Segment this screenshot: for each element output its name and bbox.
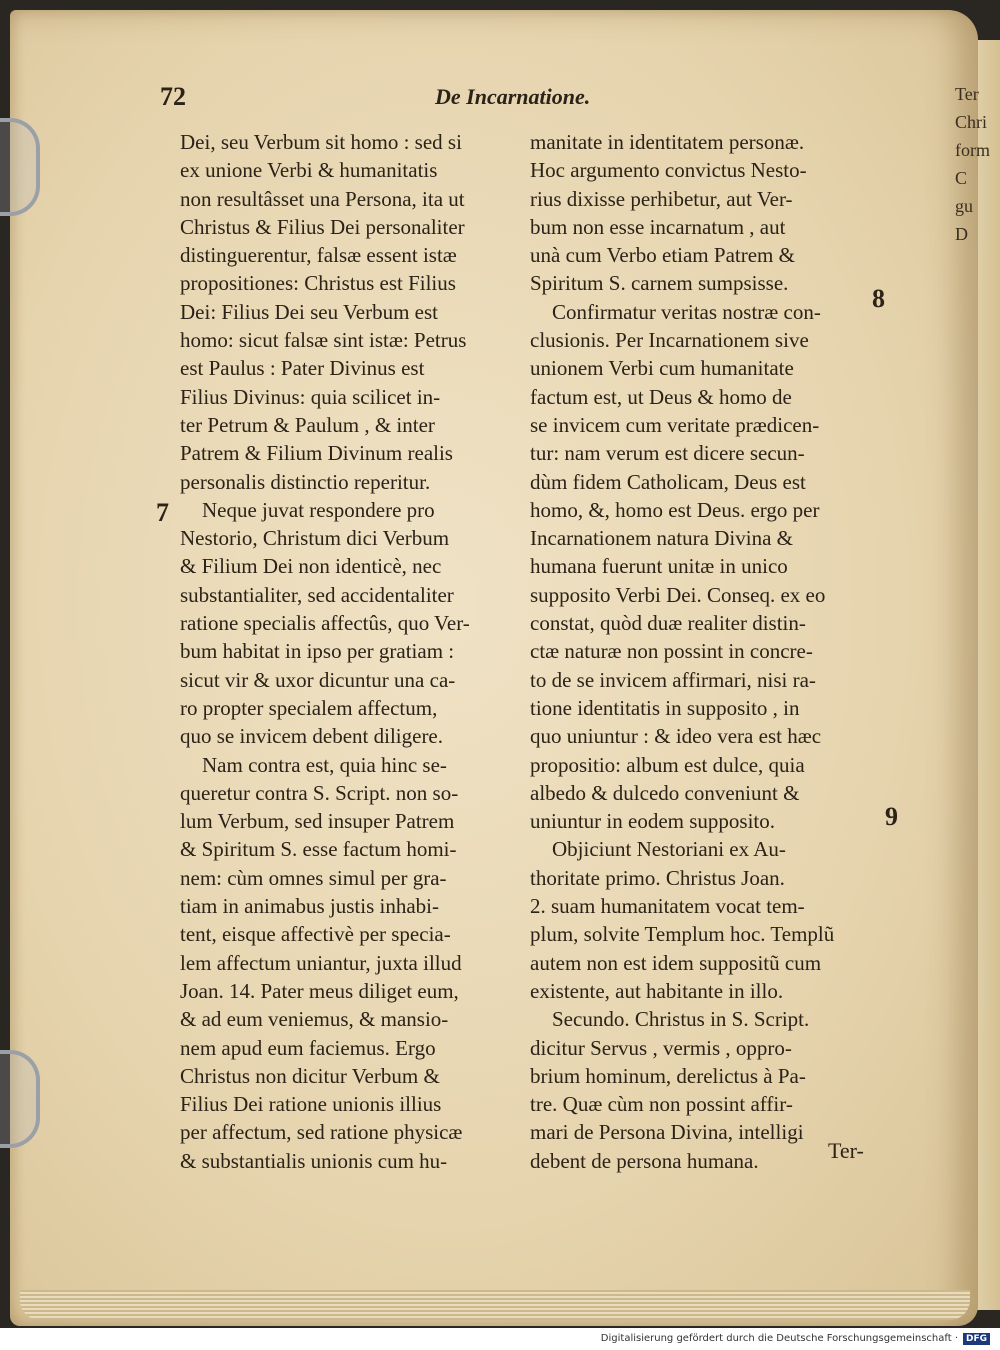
next-page-line: Chri — [955, 112, 988, 132]
text-line: albedo & dulcedo conveniunt & — [530, 780, 800, 805]
text-line: & Spiritum S. esse factum homi- — [180, 837, 457, 862]
text-line: tre. Quæ cùm non possint affir- — [530, 1092, 793, 1117]
text-line: Filius Dei ratione unionis illius — [180, 1092, 442, 1117]
page-block-edge — [20, 1290, 970, 1320]
text-line: dùm fidem Catholicam, Deus est — [530, 469, 806, 494]
left-text-column — [180, 128, 520, 1175]
text-line: unionem Verbi cum humanitate — [530, 356, 794, 381]
text-line: Nestorio, Christum dici Verbum — [180, 526, 450, 551]
text-line: Filius Divinus: quia scilicet in- — [180, 384, 441, 409]
footer-credit: Digitalisierung gefördert durch die Deutsche Forschungsgemeinschaft · — [600, 1333, 958, 1344]
text-line: est Paulus : Pater Divinus est — [180, 356, 425, 381]
text-line: Confirmatur veritas nostræ con- — [552, 299, 821, 324]
right-text-column — [530, 128, 875, 1175]
text-line: lum Verbum, sed insuper Patrem — [180, 809, 455, 834]
next-page-line: C — [955, 168, 968, 188]
text-line: humana fuerunt unitæ in unico — [530, 554, 788, 579]
text-line: tiam in animabus justis inhabi- — [180, 894, 439, 919]
text-line: propositio: album est dulce, quia — [530, 752, 805, 777]
text-line: uniuntur in eodem supposito. — [530, 809, 775, 834]
text-line: Hoc argumento convictus Nesto- — [530, 158, 807, 183]
text-line: Christus non dicitur Verbum & — [180, 1063, 440, 1088]
text-line: dicitur Servus , vermis , oppro- — [530, 1035, 792, 1060]
text-line: brium hominum, derelictus à Pa- — [530, 1063, 806, 1088]
margin-number-9: 9 — [885, 802, 898, 831]
margin-number-7: 7 — [156, 498, 169, 527]
text-line: clusionis. Per Incarnationem sive — [530, 328, 809, 353]
text-line: constat, quòd duæ realiter distin- — [530, 611, 806, 636]
text-line: ex unione Verbi & humanitatis — [180, 158, 438, 183]
text-line: Secundo. Christus in S. Script. — [552, 1007, 810, 1032]
text-line: bum habitat in ipso per gratiam : — [180, 639, 455, 664]
binder-clip-top — [0, 118, 40, 216]
margin-number-8: 8 — [872, 284, 885, 313]
next-page-line: gu — [955, 196, 973, 216]
text-line: se invicem cum veritate prædicen- — [530, 412, 820, 437]
catchword: Ter- — [828, 1138, 864, 1163]
text-line: bum non esse incarnatum , aut — [530, 214, 786, 239]
footer-bar — [0, 1328, 1000, 1350]
next-page-line: form — [955, 140, 990, 160]
text-line: quo uniuntur : & ideo vera est hæc — [530, 724, 822, 749]
dfg-logo: DFG — [963, 1333, 990, 1345]
text-line: homo: sicut falsæ sint istæ: Petrus — [180, 328, 467, 353]
text-line: propositiones: Christus est Filius — [180, 271, 456, 296]
text-line: queretur contra S. Script. non so- — [180, 780, 459, 805]
text-line: sicut vir & uxor dicuntur una ca- — [180, 667, 456, 692]
text-line: Dei: Filius Dei seu Verbum est — [180, 299, 439, 324]
text-line: Objiciunt Nestoriani ex Au- — [552, 837, 786, 862]
text-line: Incarnationem natura Divina & — [530, 526, 793, 551]
text-line: tione identitatis in supposito , in — [530, 695, 800, 720]
text-line: nem: cùm omnes simul per gra- — [180, 865, 447, 890]
text-line: 2. suam humanitatem vocat tem- — [530, 894, 805, 919]
text-line: Spiritum S. carnem sumpsisse. — [530, 271, 789, 296]
text-line: personalis distinctio reperitur. — [180, 469, 431, 494]
text-line: rius dixisse perhibetur, aut Ver- — [530, 186, 793, 211]
text-line: distinguerentur, falsæ essent istæ — [180, 243, 457, 268]
next-page-line: Ter — [955, 84, 979, 104]
text-line: tur: nam verum est dicere secun- — [530, 441, 805, 466]
text-line: substantialiter, sed accidentaliter — [180, 582, 454, 607]
text-line: Nam contra est, quia hinc se- — [202, 752, 447, 777]
text-line: & ad eum veniemus, & mansio- — [180, 1007, 449, 1032]
text-line: ter Petrum & Paulum , & inter — [180, 412, 435, 437]
text-line: homo, &, homo est Deus. ergo per — [530, 497, 820, 522]
next-page-text — [955, 80, 1000, 248]
text-line: ratione specialis affectûs, quo Ver- — [180, 611, 470, 636]
text-line: factum est, ut Deus & homo de — [530, 384, 792, 409]
text-line: & substantialis unionis cum hu- — [180, 1148, 448, 1173]
text-line: nem apud eum faciemus. Ergo — [180, 1035, 436, 1060]
text-line: non resultâsset una Persona, ita ut — [180, 186, 465, 211]
page-header — [140, 82, 660, 116]
text-line: mari de Persona Divina, intelligi — [530, 1120, 804, 1145]
text-line: Patrem & Filium Divinum realis — [180, 441, 453, 466]
text-line: to de se invicem affirmari, nisi ra- — [530, 667, 816, 692]
running-title: De Incarnatione. — [435, 84, 591, 109]
text-line: lem affectum uniantur, juxta illud — [180, 950, 462, 975]
text-line: Neque juvat respondere pro — [202, 497, 435, 522]
text-line: per affectum, sed ratione physicæ — [180, 1120, 463, 1145]
text-line: ro propter specialem affectum, — [180, 695, 438, 720]
text-line: quo se invicem debent diligere. — [180, 724, 444, 749]
text-line: unà cum Verbo etiam Patrem & — [530, 243, 795, 268]
text-line: autem non est idem suppositũ cum — [530, 950, 822, 975]
text-line: manitate in identitatem personæ. — [530, 130, 805, 154]
text-line: plum, solvite Templum hoc. Templũ — [530, 922, 835, 947]
page-number: 72 — [160, 82, 186, 111]
text-line: & Filium Dei non identicè, nec — [180, 554, 442, 579]
text-line: Christus & Filius Dei personaliter — [180, 214, 465, 239]
text-line: tent, eisque affectivè per specia- — [180, 922, 451, 947]
binder-clip-bottom — [0, 1050, 40, 1148]
next-page-line: D — [955, 224, 968, 244]
text-line: thoritate primo. Christus Joan. — [530, 865, 785, 890]
text-line: existente, aut habitante in illo. — [530, 978, 784, 1003]
text-line: Joan. 14. Pater meus diliget eum, — [180, 978, 459, 1003]
text-line: debent de persona humana. — [530, 1148, 759, 1173]
text-line: ctæ naturæ non possint in concre- — [530, 639, 813, 664]
text-line: Dei, seu Verbum sit homo : sed si — [180, 130, 462, 154]
text-line: supposito Verbi Dei. Conseq. ex eo — [530, 582, 826, 607]
